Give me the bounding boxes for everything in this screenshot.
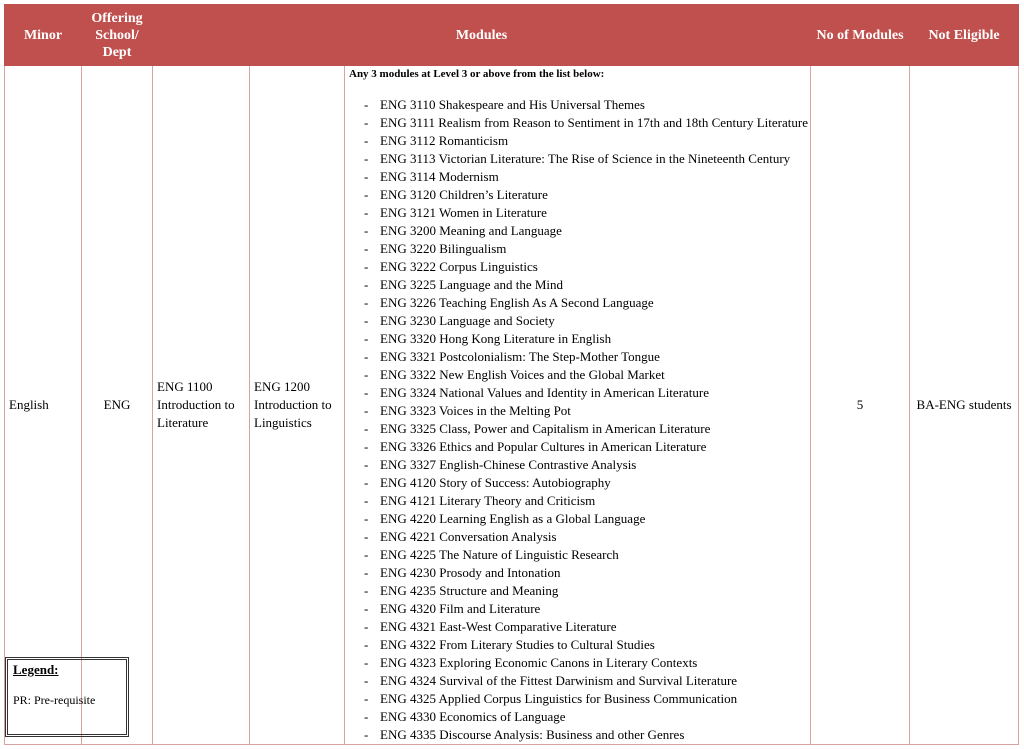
list-item: - ENG 4335 Discourse Analysis: Business and other Genres	[364, 726, 806, 744]
list-item: - ENG 4230 Prosody and Intonation	[364, 564, 806, 582]
cell-minor: English	[5, 66, 82, 745]
list-item: - ENG 3226 Teaching English As A Second Language	[364, 294, 806, 312]
list-item: - ENG 3320 Hong Kong Literature in English	[364, 330, 806, 348]
header-minor: Minor	[5, 5, 82, 66]
list-item: - ENG 3112 Romanticism	[364, 132, 806, 150]
list-item: - ENG 4324 Survival of the Fittest Darwinism and Survival Literature	[364, 672, 806, 690]
legend-item: PR: Pre-requisite	[13, 693, 96, 707]
list-item: - ENG 4330 Economics of Language	[364, 708, 806, 726]
module-list	[349, 96, 806, 744]
list-item: - ENG 4325 Applied Corpus Linguistics for Business Communication	[364, 690, 806, 708]
list-item: - ENG 3113 Victorian Literature: The Rise of Science in the Nineteenth Century	[364, 150, 806, 168]
legend-box	[5, 657, 129, 737]
header-school: Offering School/ Dept	[82, 5, 153, 66]
list-item: - ENG 3324 National Values and Identity in American Literature	[364, 384, 806, 402]
list-item: - ENG 4225 The Nature of Linguistic Research	[364, 546, 806, 564]
list-item: - ENG 4221 Conversation Analysis	[364, 528, 806, 546]
list-item: - ENG 4121 Literary Theory and Criticism	[364, 492, 806, 510]
cell-not-eligible: BA-ENG students	[910, 66, 1019, 745]
cell-school: ENG	[82, 66, 153, 745]
list-item: - ENG 4120 Story of Success: Autobiography	[364, 474, 806, 492]
list-item: - ENG 3327 English-Chinese Contrastive Analysis	[364, 456, 806, 474]
list-item: - ENG 3230 Language and Society	[364, 312, 806, 330]
cell-module-count: 5	[811, 66, 910, 745]
list-item: - ENG 3323 Voices in the Melting Pot	[364, 402, 806, 420]
cell-required-module-2: ENG 1200 Introduction to Linguistics	[250, 66, 345, 745]
list-item: - ENG 3222 Corpus Linguistics	[364, 258, 806, 276]
list-item: - ENG 3326 Ethics and Popular Cultures in American Literature	[364, 438, 806, 456]
table-row	[5, 66, 1019, 745]
minor-table	[4, 4, 1019, 745]
list-item: - ENG 3120 Children’s Literature	[364, 186, 806, 204]
list-item: - ENG 4220 Learning English as a Global Language	[364, 510, 806, 528]
list-item: - ENG 3200 Meaning and Language	[364, 222, 806, 240]
list-item: - ENG 3121 Women in Literature	[364, 204, 806, 222]
list-item: - ENG 3220 Bilingualism	[364, 240, 806, 258]
list-item: - ENG 3110 Shakespeare and His Universal Themes	[364, 96, 806, 114]
cell-elective-modules	[345, 66, 811, 745]
list-item: - ENG 3225 Language and the Mind	[364, 276, 806, 294]
list-item: - ENG 4321 East-West Comparative Literature	[364, 618, 806, 636]
list-item: - ENG 3114 Modernism	[364, 168, 806, 186]
list-item: - ENG 3322 New English Voices and the Global Market	[364, 366, 806, 384]
header-row	[5, 5, 1019, 66]
header-count: No of Modules	[811, 5, 910, 66]
list-item: - ENG 3325 Class, Power and Capitalism in American Literature	[364, 420, 806, 438]
modules-intro: Any 3 modules at Level 3 or above from the list below:	[349, 68, 605, 80]
list-item: - ENG 3111 Realism from Reason to Sentiment in 17th and 18th Century Literature	[364, 114, 806, 132]
list-item: - ENG 4235 Structure and Meaning	[364, 582, 806, 600]
list-item: - ENG 4323 Exploring Economic Canons in Literary Contexts	[364, 654, 806, 672]
header-not-eligible: Not Eligible	[910, 5, 1019, 66]
header-modules: Modules	[153, 5, 811, 66]
list-item: - ENG 3321 Postcolonialism: The Step-Mother Tongue	[364, 348, 806, 366]
list-item: - ENG 4322 From Literary Studies to Cultural Studies	[364, 636, 806, 654]
legend-title: Legend:	[13, 662, 59, 677]
cell-required-module-1: ENG 1100 Introduction to Literature	[153, 66, 250, 745]
list-item: - ENG 4320 Film and Literature	[364, 600, 806, 618]
